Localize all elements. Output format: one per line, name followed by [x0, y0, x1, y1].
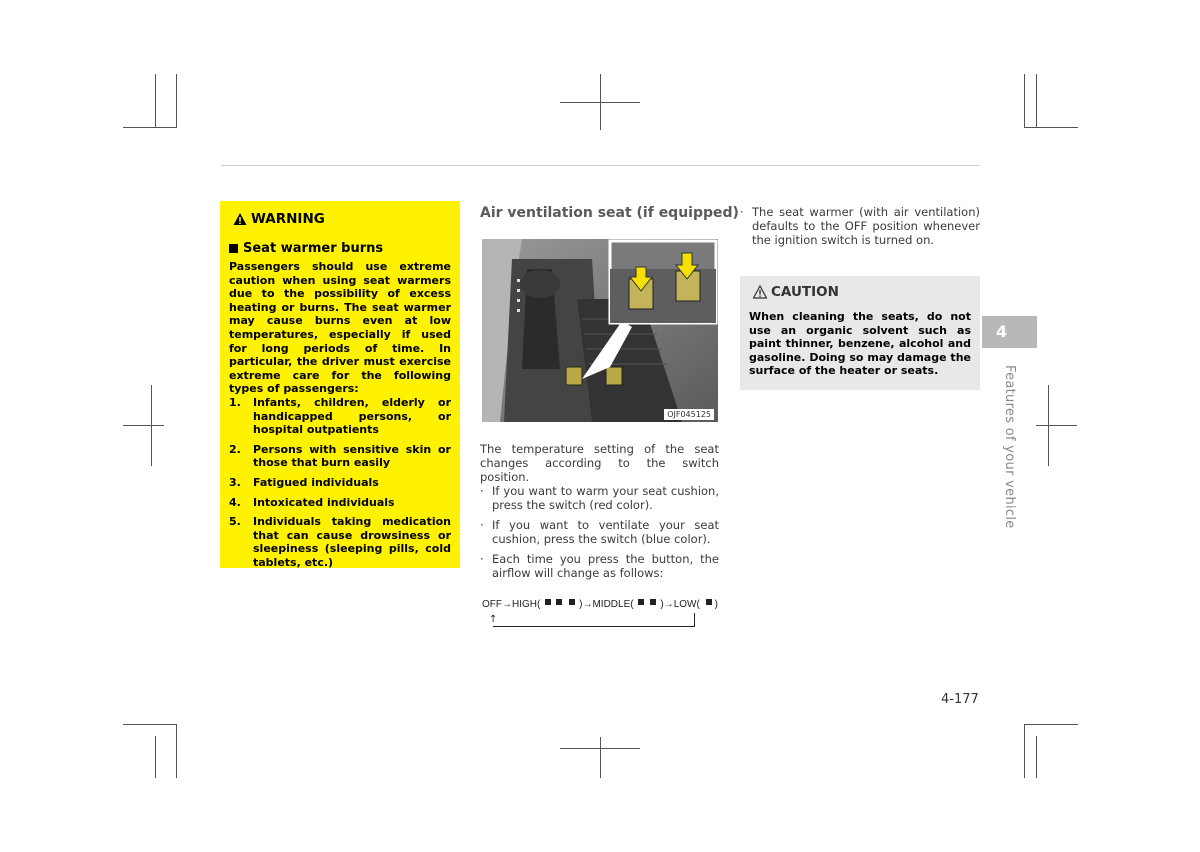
list-item-text: Persons with sensitive skin or those that burn easily [253, 442, 451, 470]
caution-heading [753, 284, 971, 300]
list-item [229, 515, 451, 569]
list-item [229, 496, 451, 510]
image-code: OJF045125 [664, 409, 714, 420]
warning-intro: Passengers should use extreme caution when using seat warmers due to the possibility of excess heating or burns. The seat warmer may cause burns even at low temperatures, especially if used for long periods of time. In particular, the driver must exercise extreme care for the following types of passengers: [229, 260, 451, 396]
list-item [740, 205, 980, 247]
list-item-text: Individuals taking medication that can cause drowsiness or sleepiness (sleeping pills, cold tablets, etc.) [253, 515, 451, 569]
list-item-number: 5. [229, 515, 241, 529]
airflow-sequence [482, 597, 718, 610]
list-item [229, 396, 451, 437]
header-rule [221, 165, 980, 166]
flow-off: OFF [482, 599, 502, 610]
list-item [480, 518, 719, 546]
flow-high: HIGH( [512, 599, 541, 610]
flow-arrow: → [582, 599, 593, 610]
caution-text: When cleaning the seats, do not use an organic solvent such as paint thinner, benzene, alcohol and gasoline. Doing so may damage the surface of the heater or seats. [749, 310, 971, 378]
return-arrow-icon: ↑ [489, 614, 498, 625]
flow-close: ) [660, 599, 664, 610]
flow-return-line [694, 613, 695, 627]
chapter-number: 4 [982, 316, 1037, 348]
fan-level-1-icon [703, 597, 715, 607]
section-body [480, 442, 719, 580]
chapter-title: Features of your vehicle [1002, 365, 1017, 529]
caution-heading-text: CAUTION [771, 284, 839, 300]
list-item-number: 4. [229, 495, 241, 509]
list-item-number: 3. [229, 475, 241, 489]
flow-arrow: → [663, 599, 674, 610]
warning-subheading-text: Seat warmer burns [243, 241, 384, 256]
warning-box [220, 201, 460, 568]
list-item-number: 1. [229, 395, 241, 409]
fan-level-3-icon [543, 597, 579, 607]
list-item [480, 552, 719, 580]
bullet-text: If you want to warm your seat cushion, press the switch (red color). [492, 484, 719, 512]
bullet-dot: · [480, 518, 484, 532]
bullet-dot: · [480, 552, 484, 566]
list-item-text: Infants, children, elderly or handicapped persons, or hospital outpatients [253, 395, 451, 437]
section-intro: The temperature setting of the seat changes according to the switch position. [480, 442, 719, 484]
warning-heading-text: WARNING [251, 211, 325, 227]
flow-arrow: → [502, 599, 512, 610]
bullet-text: The seat warmer (with air ventilation) defaults to the OFF position whenever the ignition switch is turned on. [752, 205, 980, 247]
square-bullet-icon [229, 244, 238, 253]
flow-middle: MIDDLE( [592, 599, 634, 610]
bullet-dot: · [740, 205, 744, 219]
list-item [229, 443, 451, 470]
bullet-text: If you want to ventilate your seat cushion, press the switch (blue color). [492, 518, 719, 546]
list-item-text: Fatigued individuals [253, 475, 379, 489]
fan-level-2-icon [636, 597, 660, 607]
warning-list [229, 396, 451, 570]
bullet-text: Each time you press the button, the airflow will change as follows: [492, 552, 719, 580]
caution-box [740, 276, 980, 390]
list-item-text: Intoxicated individuals [253, 495, 395, 509]
bullet-dot: · [480, 484, 484, 498]
warning-triangle-icon [233, 212, 247, 226]
flow-return-line [493, 626, 695, 627]
caution-triangle-icon [753, 285, 767, 299]
list-item-number: 2. [229, 442, 241, 456]
section-title: Air ventilation seat (if equipped) [480, 205, 739, 221]
warning-subheading [229, 241, 451, 256]
warning-heading [233, 211, 451, 227]
list-item [480, 484, 719, 512]
flow-close: ) [714, 599, 718, 610]
console-illustration [482, 239, 718, 422]
right-body [740, 205, 980, 247]
list-item [229, 476, 451, 490]
console-photo [482, 239, 718, 422]
flow-close: ) [579, 599, 583, 610]
flow-low: LOW( [673, 599, 700, 610]
page-number: 4-177 [941, 692, 979, 707]
